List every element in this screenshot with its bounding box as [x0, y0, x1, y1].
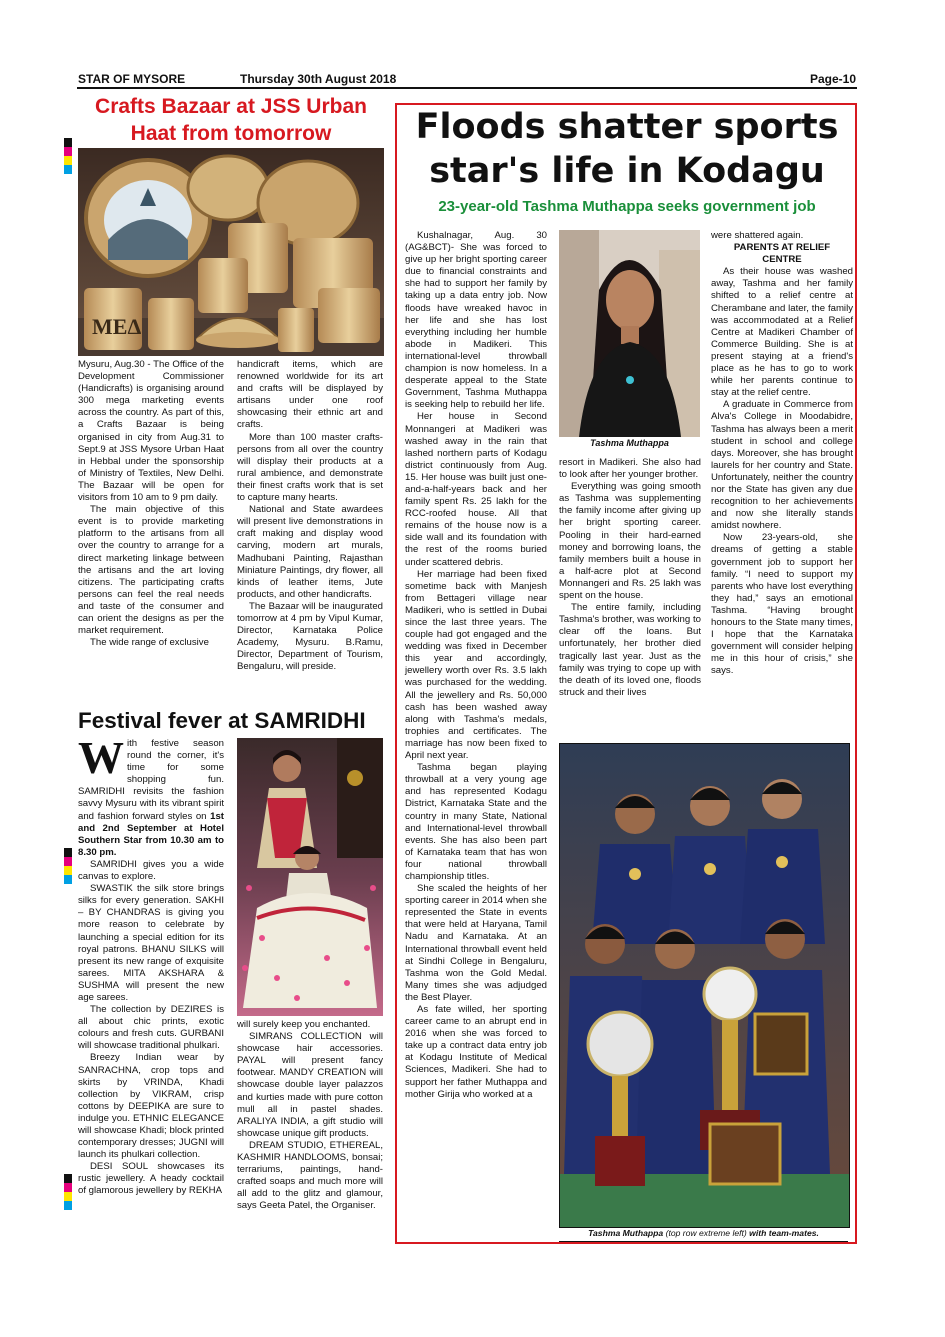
- portrait-photo: [559, 230, 700, 437]
- floods-paragraph: were shattered again.: [711, 230, 804, 241]
- masthead-date: Thursday 30th August 2018: [240, 72, 397, 86]
- team-photo: [559, 743, 850, 1228]
- crafts-paragraph: handicraft items, which are renowned worldwide for its art and crafts will be displayed by artisans under one roof showcasing their ethnic art and crafts.: [237, 359, 383, 431]
- crafts-column-2: [237, 359, 383, 673]
- crafts-photo-box-lettering: ΜΕΔ: [92, 314, 142, 339]
- crafts-photo: [78, 148, 384, 356]
- floods-paragraph: As fate willed, her sporting career came to an abrupt end in 2016 when she was forced to take up a contract data entry job at Kodagu Institute of Medical Sciences, Madikeri. She had to support her father Muthappa and mother Girija who worked at a: [405, 1004, 547, 1100]
- crafts-headline-line2: Haat from tomorrow: [130, 122, 332, 145]
- festival-paragraph: DREAM STUDIO, ETHEREAL, KASHMIR HANDLOOMS, bonsai; terrariums, paintings, hand-crafted soaps and much more will all add to the glitz and glamour, says Geeta Patel, the Organiser.: [237, 1139, 383, 1212]
- portrait-caption: Tashma Muthappa: [590, 438, 669, 448]
- festival-headline: Festival fever at SAMRIDHI: [78, 708, 366, 733]
- reg-mark: [64, 866, 72, 875]
- festival-paragraph: The collection by DEZIRES is all about chic prints, exotic colours and fresh cuts. GURBANI will showcase traditional phulkari.: [78, 1004, 224, 1052]
- reg-mark: [64, 848, 72, 857]
- reg-mark: [64, 165, 72, 174]
- team-caption-end: with team-mates.: [749, 1228, 819, 1238]
- reg-mark: [64, 1183, 72, 1192]
- reg-mark: [64, 1174, 72, 1183]
- floods-subheading: [711, 242, 853, 266]
- reg-mark: [64, 875, 72, 884]
- crafts-paragraph: The Bazaar will be inaugurated tomorrow at 4 pm by Vipul Kumar, Director, Karnataka Police Academy, Mysuru. B.Ramu, Director, Department of Tourism, Bengaluru, will preside.: [237, 600, 383, 673]
- reg-mark: [64, 857, 72, 866]
- team-photo-illustration: [560, 744, 849, 1227]
- festival-paragraph: SAMRIDHI gives you a wide canvas to explore.: [78, 858, 224, 883]
- festival-column-1: [78, 732, 224, 1198]
- masthead-rule: [77, 87, 857, 89]
- floods-headline-line1: Floods shatter sports: [415, 107, 839, 147]
- festival-lead-paragraph: [78, 732, 224, 859]
- floods-column-2: [559, 457, 701, 699]
- reg-mark: [64, 147, 72, 156]
- masthead-paper-name: STAR OF MYSORE: [78, 72, 186, 86]
- floods-paragraph: resort in Madikeri. She also had to look after her younger brother.: [559, 457, 701, 481]
- reg-mark: [64, 156, 72, 165]
- festival-paragraph: SIMRANS COLLECTION will showcase hair accessories. PAYAL will present fancy footwear. MANDY CREATION will showcase double layer palazzos and kurties made with pure cotton mull all in pastel shades. ARALIYA INDIA, a gift studio will showcase unique gift products.: [237, 1031, 383, 1139]
- floods-paragraph: Her marriage had been fixed sometime back with Manjesh from Bettageri village near Madikeri, who is settled in Dubai since the last three years. The couple had got engaged and the wedding was fixed in December this year and accordingly, jewellery worth over Rs. 3.5 lakh was purchased for the wedding. All the jewellery and Rs. 50,000 cash has been washed away along with Tashma's medals, trophies and certificates. The marriage has now been fixed to April next year.: [405, 568, 547, 762]
- crafts-photo-illustration: [78, 148, 384, 356]
- floods-headline-line2: star's life in Kodagu: [429, 151, 825, 191]
- reg-mark: [64, 1192, 72, 1201]
- festival-column-2: [237, 1019, 383, 1213]
- floods-paragraph: Everything was going smooth as Tashma was supplementing the family income after giving up her bright sporting career. Pooling in their hard-earned money and borrowing loans, the family members built a house in a half-acre plot at Second Monnangeri and Rs. 25 lakh was spent on the house.: [559, 481, 701, 602]
- festival-lead-text: ith festive season round the corner, it's time for some shopping fun. SAMRIDHI revisits the fashion savvy Mysuru with its vibrant spirit and fashion forward styles on: [78, 738, 224, 822]
- floods-paragraph: She scaled the heights of her sporting career in 2014 when she represented the State in events that were held at Haryana, Tamil Nadu and Karnataka. At an International throwball event held at Sindhi College in Bengaluru, Tashma won the Gold Medal. Many times she was adjudged the Best Player.: [405, 883, 547, 1003]
- crafts-paragraph: Mysuru, Aug.30 - The Office of the Development Commissioner (Handicrafts) is organising around 300 mega marketing events across the country. As part of this, a Crafts Bazaar is being organised in city from Aug.31 to Sept.9 at JSS Mysore Urban Haat in Hebbal under the sponsorship of Ministry of Textiles, New Delhi. The Bazaar will be open for visitors from 10 am to 9 pm daily.: [78, 359, 224, 504]
- floods-paragraph: A graduate in Commerce from Alva's College in Moodabidre, Tashma has always been a merit student in school and college days. Moreover, she has brought laurels for her country and State. Unfortunately, neither the country nor the State has given any due recognition to her achievements and now she literally stands amidst nowhere.: [711, 399, 853, 532]
- crafts-column-1: [78, 359, 224, 649]
- festival-lead-bold: 1st and 2nd September at Hotel Southern Star from 10.30 am to 8.30 pm.: [78, 810, 224, 858]
- festival-paragraph: SWASTIK the silk store brings silks for every generation. SAKHI – BY CHANDRAS is giving you more reason to celebrate by launching a special edition for its royal patrons. BHANU SILKS will present its new range of exquisite sarees. MITA AKSHARA & SUSHMA will present the new age sarees.: [78, 883, 224, 1003]
- festival-paragraph: Breezy Indian wear by SANRACHNA, crop tops and skirts by VRINDA, Khadi collection by VIKRAM, crisp cottons by DEEPIKA are sure to indulge you. ETHNIC ELEGANCE will showcase Khadi; block printed contemporary dresses; JUGNI will launch its phulkari collection.: [78, 1052, 224, 1161]
- festival-photo-illustration: [237, 738, 383, 1016]
- team-caption-middle: (top row extreme left): [663, 1228, 750, 1238]
- floods-paragraph: Tashma began playing throwball at a very young age and has represented Kodagu District, Karnataka State and the country in many State, National and International-level throwball events. She has also been part of Karnataka team that has won four national throwball championship titles.: [405, 762, 547, 882]
- floods-subhead: 23-year-old Tashma Muthappa seeks government job: [438, 198, 816, 215]
- crafts-headline-line1: Crafts Bazaar at JSS Urban: [95, 95, 367, 118]
- floods-paragraph: The entire family, including Tashma's brother, was working to clear off the loans. But unfortunately, her brother died tragically last year. Just as the family was trying to cope up with the death of its loved one, floods struck and their lives: [559, 602, 701, 698]
- reg-mark: [64, 138, 72, 147]
- crafts-paragraph: National and State awardees will present live demonstrations in craft making and display wood carving, modern art murals, Madhubani Painting, Rajasthan Miniature Paintings, dry flower, all kinds of leather items, Jute products, and other handicrafts.: [237, 504, 383, 600]
- festival-paragraph: DESI SOUL showcases its rustic jewellery. A heady cocktail of glamorous jewellery by REKHA: [78, 1161, 224, 1197]
- portrait-illustration: [559, 230, 700, 437]
- team-caption-rule: [559, 1241, 848, 1242]
- floods-column-3: [711, 230, 853, 677]
- festival-drop-cap: W: [78, 732, 124, 783]
- floods-paragraph: Her house in Second Monnangeri at Madikeri was washed away in the rain that lashed northern parts of Kodagu district continuously from Aug. 15. Her house was built just one-and-a-half-years back and her family spent Rs. 25 lakh for the RCC-roofed house. All that remains of the house now is a side wall and its foundation with the rest of the rooms buried under scattered debris.: [405, 411, 547, 568]
- crafts-paragraph: The main objective of this event is to provide marketing platform to the artisans from all over the country to arrange for a direct marketing linkage between the artisans and the art loving citizens. The participating crafts persons can feel the real needs and taste of the consumer and can orient the designs as per the market requirement.: [78, 504, 224, 637]
- floods-paragraph: Kushalnagar, Aug. 30 (AG&BCT)- She was forced to give up her bright sporting career due to financial constraints and she had to support her family by taking up a data entry job. Now floods have wreaked havoc in her life and she has lost everything including her humble abode in Madikeri. This international-level throwball champion is now homeless. In a desperate appeal to the State Government, Tashma Muthappa is seeking help to rebuild her life.: [405, 230, 547, 411]
- floods-paragraph: As their house was washed away, Tashma and her family shifted to a relief centre at Cherambane and later, the family was accommodated at a Relief Centre at Madikeri Chamber of Commerce Building. She is at present staying at a friend's place as he has to go to work while her parents continue to stay at the relief centre.: [711, 266, 853, 399]
- floods-subheading-line2: CENTRE: [762, 254, 802, 266]
- team-caption-name: Tashma Muthappa: [588, 1228, 664, 1238]
- masthead-page-number: Page-10: [810, 72, 857, 86]
- festival-photo: [237, 738, 383, 1016]
- festival-paragraph: will surely keep you enchanted.: [237, 1019, 371, 1030]
- crafts-headline: [78, 93, 384, 147]
- crafts-paragraph: More than 100 master crafts-persons from all over the country will display their products at a rural ambience, and demonstrate their finest crafts work that is set to capture many hearts.: [237, 431, 383, 504]
- floods-headline: [398, 105, 856, 193]
- floods-column-1: [405, 230, 547, 1101]
- reg-mark: [64, 1201, 72, 1210]
- team-photo-caption: [559, 1228, 848, 1238]
- floods-subheading-line1: PARENTS AT RELIEF: [733, 242, 831, 254]
- crafts-paragraph: The wide range of exclusive: [90, 637, 209, 649]
- floods-paragraph: Now 23-years-old, she dreams of getting a stable government job to support her family. “I need to support my parents who have lost everything they had,” says an emotional Tashma. “Having brought honours to the State many times, I hope that the Karnataka government will consider helping me in this hour of crisis,” she says.: [711, 532, 853, 677]
